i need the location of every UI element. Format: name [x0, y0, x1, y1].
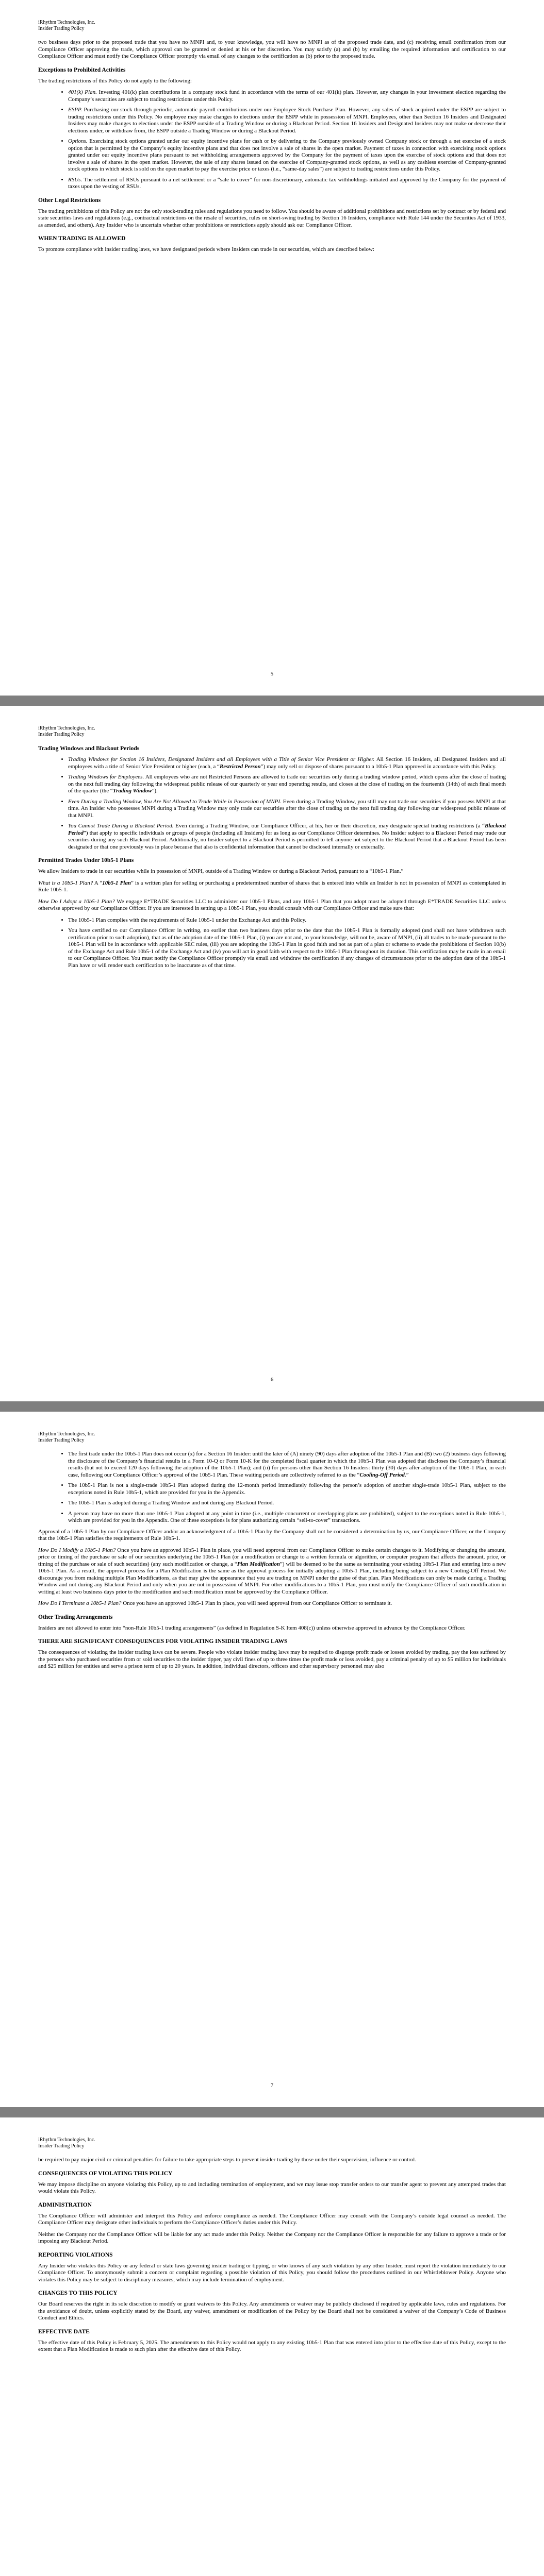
section-heading: Permitted Trades Under 10b5-1 Plans — [38, 857, 134, 863]
item-lead: Even During a Trading Window, You Are Not Allowed to Trade While in Possession of MNPI. — [68, 798, 282, 805]
defined-term: Blackout Period — [68, 823, 506, 836]
question: How Do I Adopt a 10b5-1 Plan? — [38, 898, 115, 905]
list-item: • The 10b5-1 Plan is not a single-trade 10b5-1 Plan adopted during the 12-month period immediately following the person’s adoption of another single-trade 10b5-1 Plan, subject to the exceptions noted in Rule 10b5-1, which are provided for you in the Appendix. — [68, 1482, 506, 1496]
header-policy: Insider Trading Policy — [38, 26, 85, 31]
page-header — [38, 725, 506, 738]
page-number: 7 — [271, 2083, 273, 2089]
item-body: ”) that apply to specific individuals or groups of people (including all Insiders) for as long as our Compliance Officer determines. No Insider subject to a Blackout Period may trade our securities during any such Blackout Period. Additionally, no Insider subject to a Blackout Period is permitted to tell anyone not subject to the Blackout Period that a Blackout Period has been designated or that one previously was in place because that also is confidential information that cannot be disclosed internally or externally. — [68, 829, 506, 850]
list-item: • The 10b5-1 Plan is adopted during a Trading Window and not during any Blackout Period. — [68, 1500, 506, 1507]
page-number: 5 — [271, 671, 273, 677]
item-body: Even during a Trading Window, our Compliance Officer, at his, her or their discretion, may designate special trading restrictions (a “ — [173, 823, 485, 829]
header-company: iRhythm Technologies, Inc. — [38, 20, 95, 25]
section-heading: Exceptions to Prohibited Activities — [38, 66, 126, 73]
paragraph: We may impose discipline on anyone violating this Policy, up to and including termination of employment, and we may issue stop transfer orders to our transfer agent to prevent any attempted trades that would violate this Policy. — [38, 2181, 506, 2194]
item-body: ”) may only sell or dispose of shares pursuant to a 10b5-1 Plan approved in accordance with this Policy. — [260, 763, 497, 770]
list-item: • The 10b5-1 Plan complies with the requirements of Rule 10b5-1 under the Exchange Act and this Policy. — [68, 917, 506, 924]
item-body: The settlement of RSUs pursuant to a net settlement or a “sale to cover” for non-discretionary, automatic tax withholdings initiated and approved by the Company for the payment of taxes upon the vesting of RSUs. — [68, 176, 506, 190]
item-lead: Trading Windows for Employees. — [68, 774, 144, 780]
paragraph: How Do I Terminate a 10b5-1 Plan? Once you have an approved 10b5-1 Plan in place, you will need approval from our Compliance Officer to terminate it. — [38, 1600, 392, 1606]
paragraph: The trading prohibitions of this Policy are not the only stock-trading rules and regulations you need to follow. You should be aware of additional prohibitions and restrictions set by contract or by federal and state securities laws and regulations (e.g., contractual restrictions on the resale of securities, rules on short-swing trading by Section 16 Insiders, compliance with Rule 144 under the Securities Act of 1933, as amended, and others). Any Insider who is uncertain whether other prohibitions or restrictions apply should ask our Compliance Officer. — [38, 208, 506, 228]
section-heading: CONSEQUENCES OF VIOLATING THIS POLICY — [38, 2170, 173, 2177]
document-page-7 — [0, 1412, 544, 2107]
paragraph: Any Insider who violates this Policy or any federal or state laws governing insider trading or tipping, or who knows of any such violation by any other Insider, must report the violation immediately to our Compliance Officer. To anonymously submit a concern or complaint regarding a possible violation of this Policy, you should follow the procedures outlined in our Whistleblower Policy. Anyone who violates this Policy may be subject to disciplinary measures, which may include termination of employment. — [38, 2262, 506, 2283]
item-body: Exercising stock options granted under our equity incentive plans for cash or by delivering to the Company previously owned Company stock or through a net exercise of a stock option that is permitted by the Company’s equity incentive plans and that does not involve a sale of shares in the open market. Payment of taxes in connection with exercising stock options granted under our equity incentive plans pursuant to net withholding arrangements approved by the Company for the payment of taxes upon the exercise of stock options and that does not involve a sale of shares in the open market. However, the sale of any shares issued on the exercise of Company-granted stock options, as well as any cashless exercise of Company-granted stock options in which stock is sold on the open market to pay the exercise price or taxes (i.e., “same-day sales”) are subject to trading restrictions under this Policy. — [68, 138, 506, 172]
list-item — [68, 756, 506, 770]
paragraph: Neither the Company nor the Compliance Officer will be liable for any act made under this Policy. Neither the Company nor the Compliance Officer is responsible for any failure to approve a trade or for imposing any Blackout Period. — [38, 2231, 506, 2244]
question: What is a 10b5-1 Plan? — [38, 879, 93, 886]
list-item: • The first trade under the 10b5-1 Plan does not occur (x) for a Section 16 Insider: until the later of (A) ninety (90) days after adoption of the 10b5-1 Plan and (B) two (2) business days following the disclosure of the Company’s financial results in a Form 10-Q or Form 10-K for the completed fiscal quarter in which the 10b5-1 Plan was adopted that discloses the Company’s financial results (but not to exceed 120 days following the adoption of the 10b5-1 Plan); and (ii) for persons other than Section 16 Insiders: thirty (30) days after adoption of the 10b5-1 Plan, in each case, following our Compliance Officer’s approval of the 10b5-1 Plan. These waiting periods are collectively referred to as the “Cooling-Off Period.” — [68, 1451, 506, 1479]
header-policy: Insider Trading Policy — [38, 732, 85, 737]
list-item — [68, 107, 506, 134]
item-lead: 401(k) Plan. — [68, 89, 97, 95]
defined-term: Trading Window — [112, 788, 152, 794]
conditions-list — [38, 917, 506, 970]
question: How Do I Modify a 10b5-1 Plan? — [38, 1547, 116, 1553]
page-header — [38, 20, 506, 32]
item-lead: Trading Windows for Section 16 Insiders, Designated Insiders and all Employees with a Title of Senior Vice President or Higher. — [68, 756, 375, 762]
section-heading: Other Trading Arrangements — [38, 1614, 113, 1620]
page-header — [38, 1431, 506, 1444]
paragraph: be required to pay major civil or criminal penalties for failure to take appropriate steps to prevent insider trading by those under their supervision, influence or control. — [38, 2157, 417, 2163]
list-item: • You have certified to our Compliance Officer in writing, no earlier than two business days prior to the date that the 10b5-1 Plan is formally adopted (and shall not have withdrawn such certification prior to such adoption), that as of the adoption date of the 10b5-1 Plan, (i) you are not and, to your knowledge, will not be, aware of MNPI, (ii) all trades to be made pursuant to the 10b5-1 Plan will be in accordance with applicable SEC rules, (iii) you are adopting the 10b5-1 Plan in good faith and not as part of a plan or scheme to evade the prohibitions of Section 10(b) of the Exchange Act and Rule 10b5-1 of the Exchange Act and (iv) you will act in good faith with respect to the 10b5-1 Plan throughout its duration. This certification may be made in an email to our Compliance Officer. You must notify the Compliance Officer promptly via email and withdraw the certification if any changes of circumstances prior to the adoption date of the 10b5-1 Plan have or will render such certification to be inaccurate as of that time. — [68, 927, 506, 969]
header-company: iRhythm Technologies, Inc. — [38, 2137, 95, 2143]
section-heading: EFFECTIVE DATE — [38, 2328, 90, 2335]
header-company: iRhythm Technologies, Inc. — [38, 1431, 95, 1437]
item-body: ”). — [152, 788, 158, 794]
paragraph: How Do I Adopt a 10b5-1 Plan? We engage E*TRADE Securities LLC to administer our 10b5-1 Plans, and any 10b5-1 Plan that you adopt must be adopted through E*TRADE Securities LLC unless otherwise approved by our Compliance Officer. If you are interested in setting up a 10b5-1 Plan, you should consult with our Compliance Officer and make sure that: — [38, 898, 506, 911]
page-number: 6 — [271, 1377, 273, 1383]
section-heading: ADMINISTRATION — [38, 2201, 92, 2208]
list-item — [68, 774, 506, 795]
list-item — [68, 799, 506, 820]
section-heading: REPORTING VIOLATIONS — [38, 2251, 113, 2258]
windows-list — [38, 756, 506, 851]
paragraph: We allow Insiders to trade in our securities while in possession of MNPI, outside of a Trading Window or during a Blackout Period, pursuant to a “10b5-1 Plan.” — [38, 868, 404, 874]
list-item — [68, 177, 506, 191]
item-lead: RSUs. — [68, 176, 83, 183]
header-policy: Insider Trading Policy — [38, 2143, 85, 2149]
list-item: • A person may have no more than one 10b5-1 Plan adopted at any point in time (i.e., multiple concurrent or overlapping plans are prohibited), subject to the exceptions noted in Rule 10b5-1, which are provided for you in the Appendix. One of these exceptions is for plans authorizing certain “sell-to-cover” transactions. — [68, 1511, 506, 1524]
defined-term: Restricted Person — [219, 763, 261, 770]
exceptions-list — [38, 89, 506, 191]
document-page-5 — [0, 0, 544, 696]
list-item — [68, 138, 506, 173]
paragraph: The trading restrictions of this Policy do not apply to the following: — [38, 77, 192, 84]
paragraph: How Do I Modify a 10b5-1 Plan? Once you have an approved 10b5-1 Plan in place, you will need approval from our Compliance Officer to make certain changes to it. Modifying or changing the amount, price or timing of the purchase or sale of our securities underlying the 10b5-1 Plan (or a modification or change to a written formula or algorithm, or computer program that affects the amount, price, or timing of the purchase or sale of such securities) (any such modification or change, a “Plan Modification”) will be deemed to be the same as terminating your existing 10b5-1 Plan and entering into a new 10b5-1 Plan. As a result, the approval process for a Plan Modification is the same as the approval process for initially adopting a 10b5-1 Plan, including being subject to a new Cooling-Off Period. We discourage you from making multiple Plan Modifications, as that may give the appearance that you are trading on MNPI under the guise of that plan. Plan Modifications can only be made during a Trading Window and not during any Blackout Period and only when you are not in possession of MNPI. For other modifications to a 10b5-1 Plan, you must notify the Compliance Officer of such modification in writing at least two business days prior to the modification and such modification must be approved by the Compliance Officer. — [38, 1547, 506, 1595]
conditions-list — [38, 1451, 506, 1524]
header-company: iRhythm Technologies, Inc. — [38, 725, 95, 731]
section-heading: CHANGES TO THIS POLICY — [38, 2290, 118, 2296]
section-heading: WHEN TRADING IS ALLOWED — [38, 235, 126, 242]
section-heading: Trading Windows and Blackout Periods — [38, 745, 140, 752]
paragraph: Approval of a 10b5-1 Plan by our Compliance Officer and/or an acknowledgment of a 10b5-1 Plan by the Company shall not be considered a determination by us, our Compliance Officer, or the Company that the 10b5-1 Plan satisfies the requirements of Rule 10b5-1. — [38, 1528, 506, 1541]
item-lead: ESPP. — [68, 107, 82, 113]
paragraph: The consequences of violating the insider trading laws can be severe. People who violate insider trading laws may be required to disgorge profit made or losses avoided by trading, pay the loss suffered by the persons who purchased securities from or sold securities to the insider tipper, pay civil fines of up to three times the profit made or loss avoided, pay a criminal penalty of up to $5 million for individuals and $25 million for entities and serve a prison term of up to 20 years. In addition, individual directors, officers and other supervisory personnel may also — [38, 1649, 506, 1669]
paragraph: Our Board reserves the right in its sole discretion to modify or grant waivers to this Policy. Any amendments or waiver may be publicly disclosed if required by applicable laws, rules and regulations. For the avoidance of doubt, unless explicitly stated by the Board, any waiver, amendment or modification of the Policy by the Board shall not be considered a waiver of the Company’s Code of Business Conduct and Ethics. — [38, 2301, 506, 2321]
paragraph: The Compliance Officer will administer and interpret this Policy and enforce compliance as needed. The Compliance Officer may consult with the Company’s outside legal counsel as needed. The Compliance Officer may designate other individuals to perform the Compliance Officer’s duties under this Policy. — [38, 2212, 506, 2226]
item-lead: Options. — [68, 138, 88, 144]
document-page-6 — [0, 706, 544, 1401]
paragraph: Insiders are not allowed to enter into “non-Rule 10b5-1 trading arrangements” (as defined in Regulation S-K Item 408(c)) unless otherwise approved in advance by the Compliance Officer. — [38, 1624, 466, 1631]
paragraph: What is a 10b5-1 Plan? A “10b5-1 Plan” is a written plan for selling or purchasing a predetermined number of shares that is entered into while an Insider is not in possession of MNPI as contemplated in Rule 10b5-1. — [38, 879, 506, 893]
defined-term: 10b5-1 Plan — [102, 879, 131, 886]
paragraph: To promote compliance with insider trading laws, we have designated periods where Insiders can trade in our securities, which are described below: — [38, 246, 374, 252]
defined-term: Cooling-Off Period — [359, 1471, 405, 1478]
list-item — [68, 823, 506, 851]
item-body: Even during a Trading Window, you still may not trade our securities if you possess MNPI at that time. An Insider who possesses MNPI during a Trading Window may only trade our securities after the close of trading on the next full trading day following our widespread public release of that MNPI. — [68, 798, 506, 819]
document-page-8 — [0, 2117, 544, 2576]
section-heading: Other Legal Restrictions — [38, 197, 101, 204]
page-header — [38, 2137, 506, 2149]
defined-term: Plan Modification — [237, 1561, 280, 1567]
item-lead: You Cannot Trade During a Blackout Period. — [68, 823, 174, 829]
item-body: All employees who are not Restricted Persons are allowed to trade our securities only during a trading window period, which opens after the close of trading on the next full trading day following the widespread public release of our quarterly or year end operating results, and closes at the close of trading on the fourteenth (14th) of each final month of the quarter (the “ — [68, 774, 506, 794]
paragraph: two business days prior to the proposed trade that you have no MNPI and, to your knowledge, you will have no MNPI as of the proposed trade date, and (c) receiving email confirmation from our Compliance Officer approving the trade, which approval can be granted or denied at his or her discretion. You may satisfy (a) and (b) by emailing the required information and certification to our Compliance Officer and must notify the Compliance Officer promptly via email of any changes to the certification as (b) prior to the proposed trade. — [38, 39, 506, 59]
section-heading: THERE ARE SIGNIFICANT CONSEQUENCES FOR VIOLATING INSIDER TRADING LAWS — [38, 1638, 288, 1645]
item-body: All Section 16 Insiders, all Designated Insiders and all employees with a title of Senior Vice President or higher (each, a “ — [68, 756, 506, 770]
item-body: Investing 401(k) plan contributions in a company stock fund in accordance with the terms of our 401(k) plan. However, any changes in your investment election regarding the Company’s securities are subject to trading restrictions under this Policy. — [68, 89, 506, 103]
paragraph: The effective date of this Policy is February 5, 2025. The amendments to this Policy would not apply to any existing 10b5-1 Plan that was entered into prior to the effective date of this Policy, except to the extent that a Plan Modification is made to such plan after the effective date of this Policy. — [38, 2339, 506, 2352]
header-policy: Insider Trading Policy — [38, 1437, 85, 1443]
item-body: Purchasing our stock through periodic, automatic payroll contributions under our Employee Stock Purchase Plan. However, any sales of stock acquired under the ESPP are subject to trading restrictions under this Policy. No employee may make changes to elections under the ESPP while in possession of MNPI. Employees, other than Section 16 Insiders and Designated Insiders may make changes to elections under the ESPP outside of a Trading Window or during a Blackout Period. Section 16 Insiders and Designated Insiders may not make or decrease their elections under, or withdraw from, the ESPP outside a Trading Window or during a Blackout Period. — [68, 107, 506, 134]
question: How Do I Terminate a 10b5-1 Plan? — [38, 1600, 122, 1606]
list-item — [68, 89, 506, 103]
